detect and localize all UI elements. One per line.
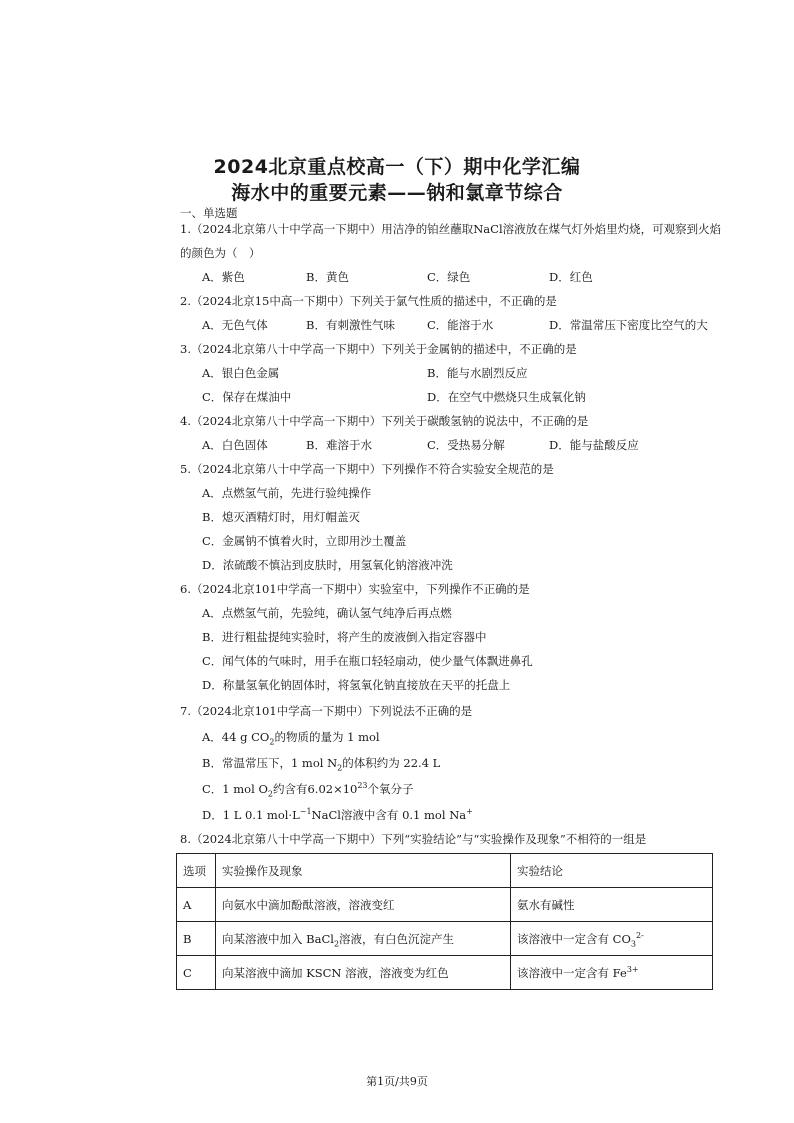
table-cell-option: B bbox=[177, 922, 216, 956]
q3-option-c: C．保存在煤油中 bbox=[202, 390, 292, 404]
q3-option-d: D．在空气中燃烧只生成氧化钠 bbox=[427, 390, 586, 404]
q6-option-a: A．点燃氢气前，先验纯，确认氢气纯净后再点燃 bbox=[202, 606, 452, 620]
q5-option-b: B．熄灭酒精灯时，用灯帽盖灭 bbox=[202, 510, 360, 524]
q8-table bbox=[176, 853, 713, 990]
q5-option-c: C．金属钠不慎着火时，立即用沙土覆盖 bbox=[202, 534, 407, 548]
question-4-text: 4.（2024北京第八十中学高一下期中）下列关于碳酸氢钠的说法中，不正确的是 bbox=[180, 414, 589, 428]
q1-option-d: D．红色 bbox=[549, 270, 593, 284]
table-row bbox=[177, 956, 713, 990]
question-1-text: 1.（2024北京第八十中学高一下期中）用洁净的铂丝蘸取NaCl溶液放在煤气灯外焰里灼烧，可观察到火焰 bbox=[180, 222, 722, 236]
table-row bbox=[177, 888, 713, 922]
q3-option-b: B．能与水剧烈反应 bbox=[427, 366, 528, 380]
table-header-cell: 实验结论 bbox=[511, 854, 713, 888]
table-cell-operation: 向某溶液中滴加 KSCN 溶液，溶液变为红色 bbox=[216, 956, 511, 990]
table-header-cell: 选项 bbox=[177, 854, 216, 888]
q2-option-d: D．常温常压下密度比空气的大 bbox=[549, 318, 708, 332]
q6-option-d: D．称量氢氧化钠固体时，将氢氧化钠直接放在天平的托盘上 bbox=[202, 678, 511, 692]
q5-option-d: D．浓硫酸不慎沾到皮肤时，用氢氧化钠溶液冲洗 bbox=[202, 558, 453, 572]
q1-option-a: A．紫色 bbox=[202, 270, 245, 284]
q7-option-b: B．常温常压下，1 mol $N_2$的体积约为 22.4 L bbox=[202, 756, 441, 773]
q1-option-b: B．黄色 bbox=[306, 270, 349, 284]
question-3-text: 3.（2024北京第八十中学高一下期中）下列关于金属钠的描述中，不正确的是 bbox=[180, 342, 577, 356]
doc-title: 2024北京重点校高一（下）期中化学汇编 bbox=[213, 156, 581, 178]
q2-option-b: B．有刺激性气味 bbox=[306, 318, 395, 332]
q6-option-c: C．闻气体的气味时，用手在瓶口轻轻扇动，使少量气体飘进鼻孔 bbox=[202, 654, 533, 668]
q3-option-a: A．银白色金属 bbox=[202, 366, 280, 380]
table-row bbox=[177, 922, 713, 956]
q4-option-d: D．能与盐酸反应 bbox=[549, 438, 639, 452]
doc-subtitle: 海水中的重要元素——钠和氯章节综合 bbox=[231, 182, 563, 204]
table-cell-operation: 向氨水中滴加酚酞溶液，溶液变红 bbox=[216, 888, 511, 922]
page-footer: 第1页/共9页 bbox=[366, 1075, 428, 1088]
q5-option-a: A．点燃氢气前，先进行验纯操作 bbox=[202, 486, 372, 500]
question-1-text-cont: 的颜色为（ ） bbox=[180, 246, 261, 260]
q7-option-d: D．1 L 0.1 $mol\cdot L^{-1}NaCl$溶液中含有 0.1 mol Na+ bbox=[202, 807, 473, 822]
question-5-text: 5.（2024北京第八十中学高一下期中）下列操作不符合实验安全规范的是 bbox=[180, 462, 554, 476]
table-cell-conclusion: 该溶液中一定含有 $CO_3^{2-}$ bbox=[511, 922, 713, 956]
question-2-text: 2.（2024北京15中高一下期中）下列关于氯气性质的描述中，不正确的是 bbox=[180, 294, 557, 308]
question-6-text: 6.（2024北京101中学高一下期中）实验室中，下列操作不正确的是 bbox=[180, 582, 530, 596]
q4-option-a: A．白色固体 bbox=[202, 438, 268, 452]
q2-option-c: C．能溶于水 bbox=[427, 318, 494, 332]
q4-option-c: C．受热易分解 bbox=[427, 438, 505, 452]
table-cell-conclusion: 该溶液中一定含有 $Fe^{3+}$ bbox=[511, 956, 713, 990]
q7-option-a: A．44 g $CO_2$的物质的量为 1 mol bbox=[202, 730, 380, 747]
table-cell-option: A bbox=[177, 888, 216, 922]
question-8-text: 8.（2024北京第八十中学高一下期中）下列“实验结论”与“实验操作及现象”不相符的一组是 bbox=[180, 832, 647, 846]
q4-option-b: B．难溶于水 bbox=[306, 438, 372, 452]
section-heading: 一、单选题 bbox=[180, 206, 238, 220]
table-header-cell: 实验操作及现象 bbox=[216, 854, 511, 888]
table-cell-operation: 向某溶液中加入 BaCl$_2$溶液，有白色沉淀产生 bbox=[216, 922, 511, 956]
q7-option-c: C．1 mol $O_2$约含有$6.02\times 10^{23}$个氧分子 bbox=[202, 781, 414, 799]
table-header-row bbox=[177, 854, 713, 888]
q1-option-c: C．绿色 bbox=[427, 270, 471, 284]
q2-option-a: A．无色气体 bbox=[202, 318, 268, 332]
question-7-text: 7.（2024北京101中学高一下期中）下列说法不正确的是 bbox=[180, 704, 473, 718]
table-cell-option: C bbox=[177, 956, 216, 990]
table-cell-conclusion: 氨水有碱性 bbox=[511, 888, 713, 922]
q6-option-b: B．进行粗盐提纯实验时，将产生的废液倒入指定容器中 bbox=[202, 630, 487, 644]
